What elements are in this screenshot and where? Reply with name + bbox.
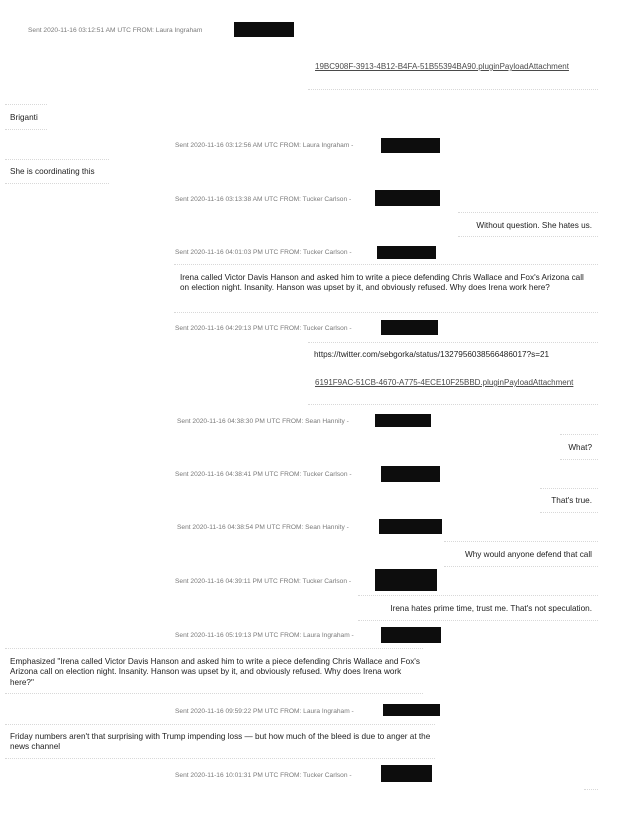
divider [308,89,598,91]
redaction-box [375,414,431,427]
divider [458,212,598,214]
attachment-link[interactable]: 19BC908F-3913-4B12-B4FA-51B55394BA90.pluginPayloadAttachment [315,62,569,71]
divider [308,404,598,406]
message-header: Sent 2020-11-16 03:12:51 AM UTC FROM: Laura Ingraham [28,27,203,34]
message-text: Briganti [10,113,38,122]
message-header: Sent 2020-11-16 04:38:41 PM UTC FROM: Tucker Carlson - [175,471,352,478]
message-text: That's true. [551,496,592,505]
message-header: Sent 2020-11-16 03:13:38 AM UTC FROM: Tucker Carlson - [175,196,352,203]
redaction-box [375,569,437,591]
redaction-box [381,320,438,335]
message-text: Irena hates prime time, trust me. That's not speculation. [390,604,592,613]
redaction-box [381,765,432,782]
divider [584,789,598,791]
message-text: Emphasized "Irena called Victor Davis Hanson and asked him to write a piece defending Chris Wallace and Fox's Arizona call on election night. Insanity. Hanson was upset by it, and obviously refused. Why does Irena work here?" [10,657,420,687]
message-text: Why would anyone defend that call [465,550,592,559]
message-text: She is coordinating this [10,167,95,176]
message-text: What? [568,443,592,452]
divider [174,264,598,266]
redaction-box [381,466,440,482]
divider [560,434,598,436]
divider [5,159,109,161]
divider [540,488,598,490]
divider [540,512,598,514]
divider [5,693,423,695]
message-header: Sent 2020-11-16 09:59:22 PM UTC FROM: Laura Ingraham - [175,708,354,715]
message-header: Sent 2020-11-16 04:38:54 PM UTC FROM: Sean Hannity - [177,524,349,531]
redaction-box [383,704,440,716]
message-header: Sent 2020-11-16 04:01:03 PM UTC FROM: Tucker Carlson - [175,249,352,256]
redaction-box [234,22,294,37]
message-header: Sent 2020-11-16 04:38:30 PM UTC FROM: Sean Hannity - [177,418,349,425]
divider [5,648,423,650]
message-text: Irena called Victor Davis Hanson and asked him to write a piece defending Chris Wallace and Fox's Arizona call on election night. Insanity. Hanson was upset by it, and obviously refused. Why does Irena work here? [180,273,584,293]
divider [308,342,598,344]
message-header: Sent 2020-11-16 05:19:13 PM UTC FROM: Laura Ingraham - [175,632,354,639]
message-header: Sent 2020-11-16 03:12:56 AM UTC FROM: Laura Ingraham - [175,142,354,149]
message-header: Sent 2020-11-16 04:39:11 PM UTC FROM: Tucker Carlson - [175,578,352,585]
message-header: Sent 2020-11-16 04:29:13 PM UTC FROM: Tucker Carlson - [175,325,352,332]
divider [5,724,435,726]
divider [174,312,598,314]
divider [444,566,598,568]
message-text: Friday numbers aren't that surprising with Trump impending loss — but how much of the bleed is due to anger at the news channel [10,732,431,752]
redaction-box [381,138,440,153]
redaction-box [377,246,436,259]
divider [5,104,47,106]
divider [5,758,435,760]
divider [358,595,598,597]
attachment-link[interactable]: 6191F9AC-51CB-4670-A775-4ECE10F25BBD.pluginPayloadAttachment [315,378,574,387]
redaction-box [379,519,442,534]
divider [5,183,109,185]
redaction-box [381,627,441,643]
divider [560,459,598,461]
message-text: Without question. She hates us. [476,221,592,230]
message-text[interactable]: https://twitter.com/sebgorka/status/1327956038566486017?s=21 [314,350,550,359]
divider [358,620,598,622]
divider [444,541,598,543]
message-header: Sent 2020-11-16 10:01:31 PM UTC FROM: Tucker Carlson - [175,772,352,779]
redaction-box [375,190,440,206]
divider [458,236,598,238]
divider [5,129,47,131]
